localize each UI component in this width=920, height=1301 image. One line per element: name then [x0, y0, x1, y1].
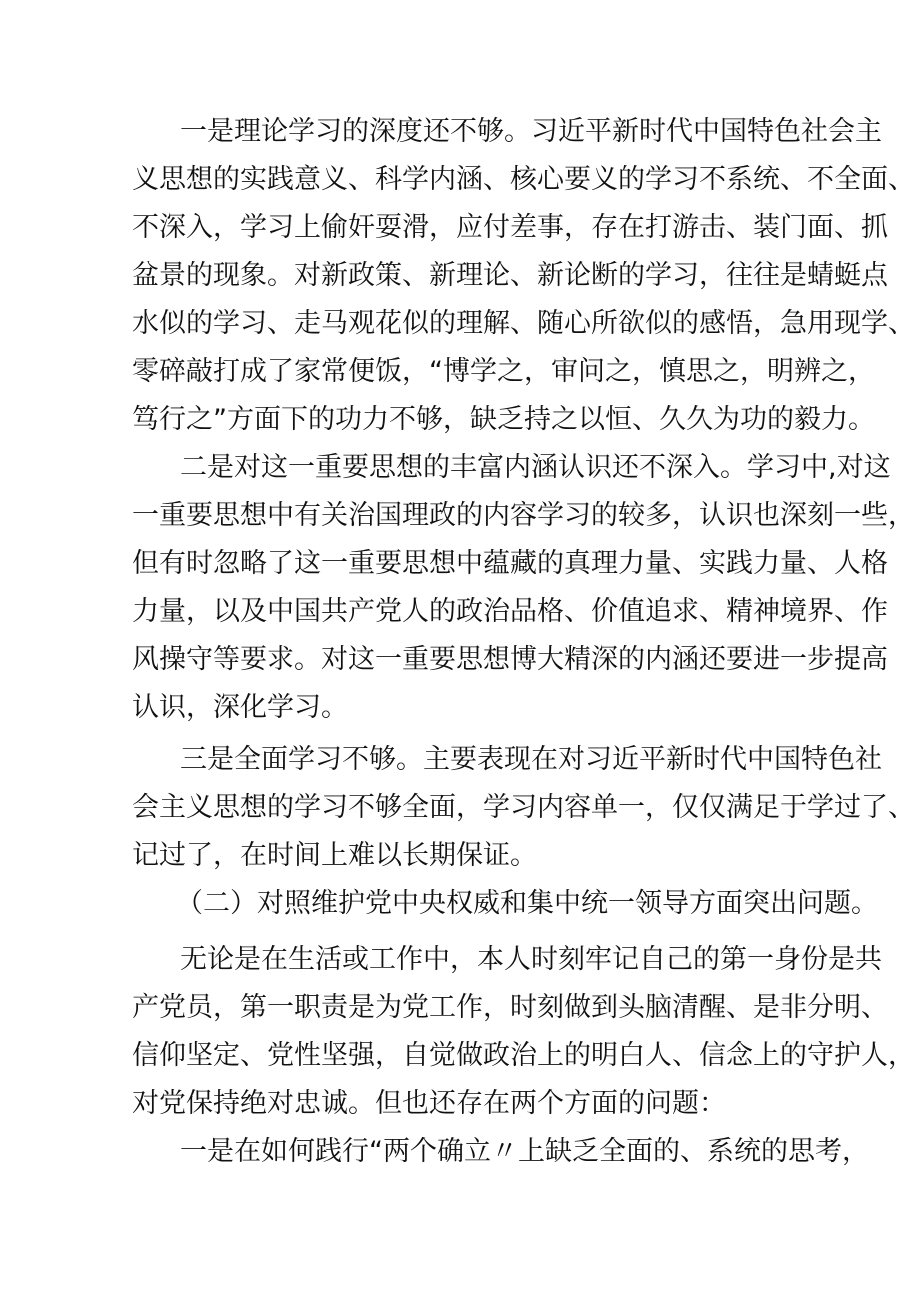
paragraph-5-line-4: 对党保持绝对忠诚。但也还存在两个方面的问题：: [132, 1088, 726, 1119]
paragraph-1-line-5: 水似的学习、走马观花似的理解、随心所欲似的感悟，急用现学、: [132, 308, 915, 339]
paragraph-2-line-2: 一重要思想中有关治国理政的内容学习的较多，认识也深刻一些，: [132, 500, 915, 531]
paragraph-2-line-6: 认识，深化学习。: [132, 692, 348, 723]
paragraph-1-line-6: 零碎敲打成了家常便饭，“博学之，审问之，慎思之，明辨之，: [132, 356, 875, 387]
paragraph-2-line-5: 风操守等要求。对这一重要思想博大精深的内涵还要进一步提高: [132, 644, 888, 675]
paragraph-3-line-3: 记过了，在时间上难以长期保证。: [132, 840, 537, 871]
paragraph-2-line-1: 二是对这一重要思想的丰富内涵认识还不深入。学习中,对这: [180, 452, 891, 483]
paragraph-1-line-3: 不深入，学习上偷奸耍滑，应付差事，存在打游击、装门面、抓: [132, 212, 888, 243]
paragraph-1-line-7: 笃行之”方面下的功力不够，缺乏持之以恒、久久为功的毅力。: [132, 404, 875, 435]
paragraph-3-line-1: 三是全面学习不够。主要表现在对习近平新时代中国特色社: [180, 744, 882, 775]
paragraph-2-line-4: 力量，以及中国共产党人的政治品格、价值追求、精神境界、作: [132, 596, 888, 627]
paragraph-5-line-2: 产党员，第一职责是为党工作，时刻做到头脑清醒、是非分明、: [132, 992, 888, 1023]
paragraph-5-line-1: 无论是在生活或工作中，本人时刻牢记自己的第一身份是共: [180, 944, 882, 975]
paragraph-5-line-3: 信仰坚定、党性坚强，自觉做政治上的明白人、信念上的守护人，: [132, 1040, 915, 1071]
paragraph-3-line-2: 会主义思想的学习不够全面，学习内容单一，仅仅满足于学过了、: [132, 792, 915, 823]
paragraph-1-line-4: 盆景的现象。对新政策、新理论、新论断的学习，往往是蜻蜓点: [132, 260, 888, 291]
paragraph-2-line-3: 但有时忽略了这一重要思想中蕴藏的真理力量、实践力量、人格: [132, 548, 888, 579]
paragraph-1-line-2: 义思想的实践意义、科学内涵、核心要义的学习不系统、不全面、: [132, 164, 915, 195]
section-heading: （二）对照维护党中央权威和集中统一领导方面突出问题。: [176, 888, 878, 919]
paragraph-1-line-1: 一是理论学习的深度还不够。习近平新时代中国特色社会主: [180, 116, 882, 147]
paragraph-6-line-1: 一是在如何践行“两个确立〃上缺乏全面的、系统的思考，: [180, 1136, 869, 1167]
